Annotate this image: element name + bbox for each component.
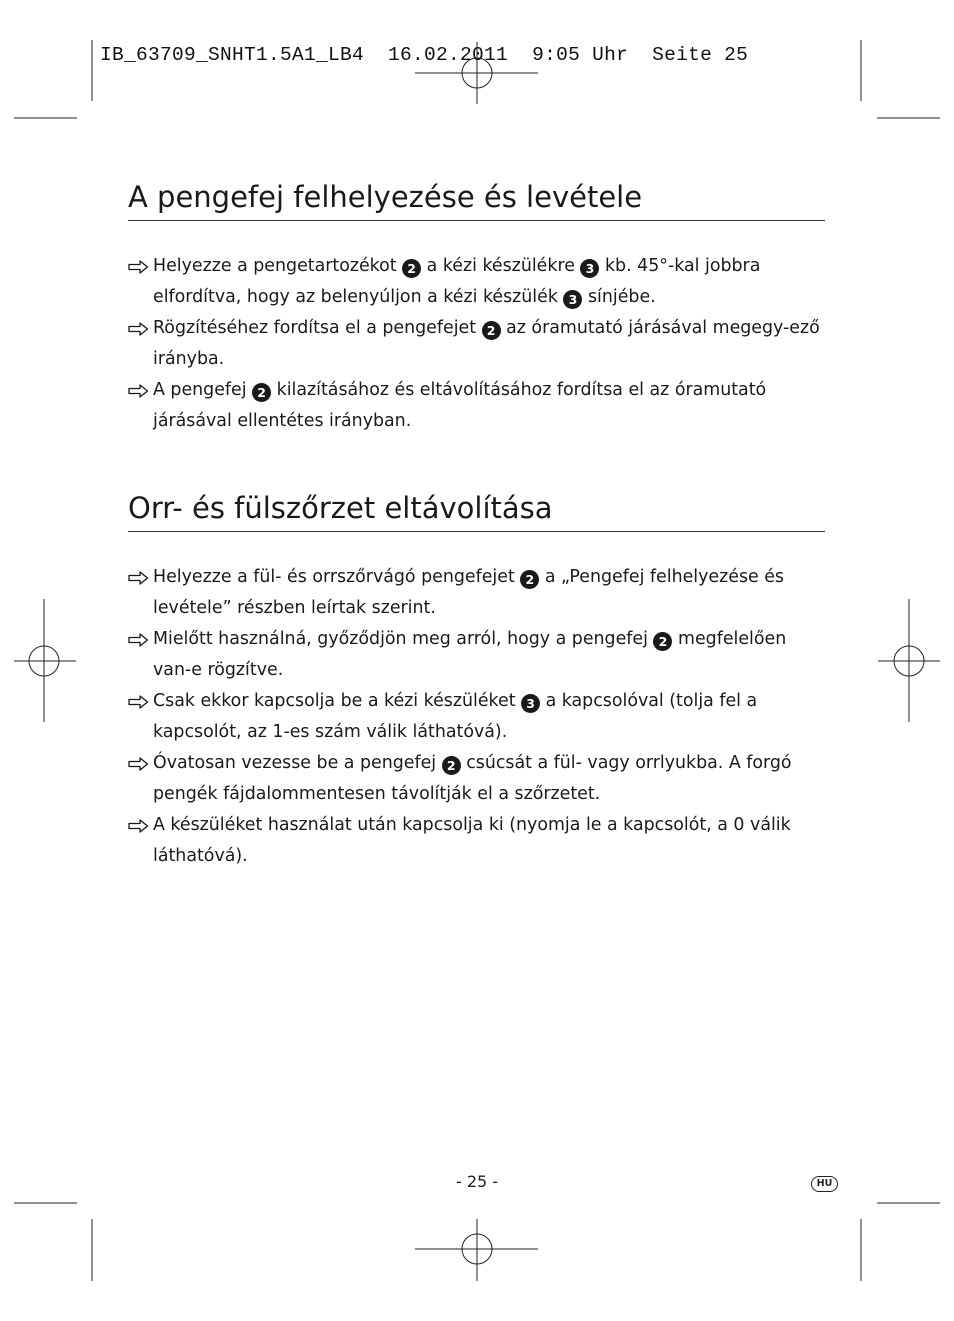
instruction-step: Mielőtt használná, győződjön meg arról, hogy a pengefej 2 megfelelően van-e rögzítve.: [128, 624, 825, 686]
arrow-right-icon: [128, 819, 149, 833]
section-title: Orr- és fülszőrzet eltávolítása: [128, 491, 825, 532]
instruction-list: [128, 562, 825, 872]
part-reference-badge: 2: [520, 570, 539, 589]
arrow-right-icon: [128, 633, 149, 647]
part-reference-badge: 2: [402, 259, 421, 278]
arrow-right-icon: [128, 571, 149, 585]
part-reference-badge: 3: [563, 290, 582, 309]
part-reference-badge: 2: [252, 383, 271, 402]
arrow-right-icon: [128, 757, 149, 771]
section-title: A pengefej felhelyezése és levétele: [128, 180, 825, 221]
instruction-step: Helyezze a pengetartozékot 2 a kézi készülékre 3 kb. 45°-kal jobbra elfordítva, hogy az belenyúljon a kézi készülék 3 sínjébe.: [128, 251, 825, 313]
print-slug-header: IB_63709_SNHT1.5A1_LB4 16.02.2011 9:05 Uhr Seite 25: [100, 44, 749, 66]
section-nose-ear-hair-removal: [128, 491, 825, 872]
instruction-step: A készüléket használat után kapcsolja ki (nyomja le a kapcsolót, a 0 válik láthatóvá).: [128, 810, 825, 872]
instruction-list: [128, 251, 825, 437]
arrow-right-icon: [128, 695, 149, 709]
instruction-step: Óvatosan vezesse be a pengefej 2 csúcsát a fül- vagy orrlyukba. A forgó pengék fájdalommentesen távolítják el a szőrzetet.: [128, 748, 825, 810]
part-reference-badge: 2: [653, 632, 672, 651]
arrow-right-icon: [128, 384, 149, 398]
instruction-step: Rögzítéséhez fordítsa el a pengefejet 2 az óramutató járásával megegy-ező irányba.: [128, 313, 825, 375]
part-reference-badge: 3: [580, 259, 599, 278]
part-reference-badge: 2: [482, 321, 501, 340]
arrow-right-icon: [128, 260, 149, 274]
section-attach-blade-head: [128, 180, 825, 437]
part-reference-badge: 2: [442, 756, 461, 775]
page-number: - 25 -: [455, 1172, 499, 1191]
part-reference-badge: 3: [521, 694, 540, 713]
instruction-step: Csak ekkor kapcsolja be a kézi készüléket 3 a kapcsolóval (tolja fel a kapcsolót, az 1-es szám válik láthatóvá).: [128, 686, 825, 748]
instruction-step: Helyezze a fül- és orrszőrvágó pengefejet 2 a „Pengefej felhelyezése és levétele” részben leírtak szerint.: [128, 562, 825, 624]
instruction-step: A pengefej 2 kilazításához és eltávolításához fordítsa el az óramutató járásával ellentétes irányban.: [128, 375, 825, 437]
language-badge: HU: [811, 1176, 838, 1192]
arrow-right-icon: [128, 322, 149, 336]
